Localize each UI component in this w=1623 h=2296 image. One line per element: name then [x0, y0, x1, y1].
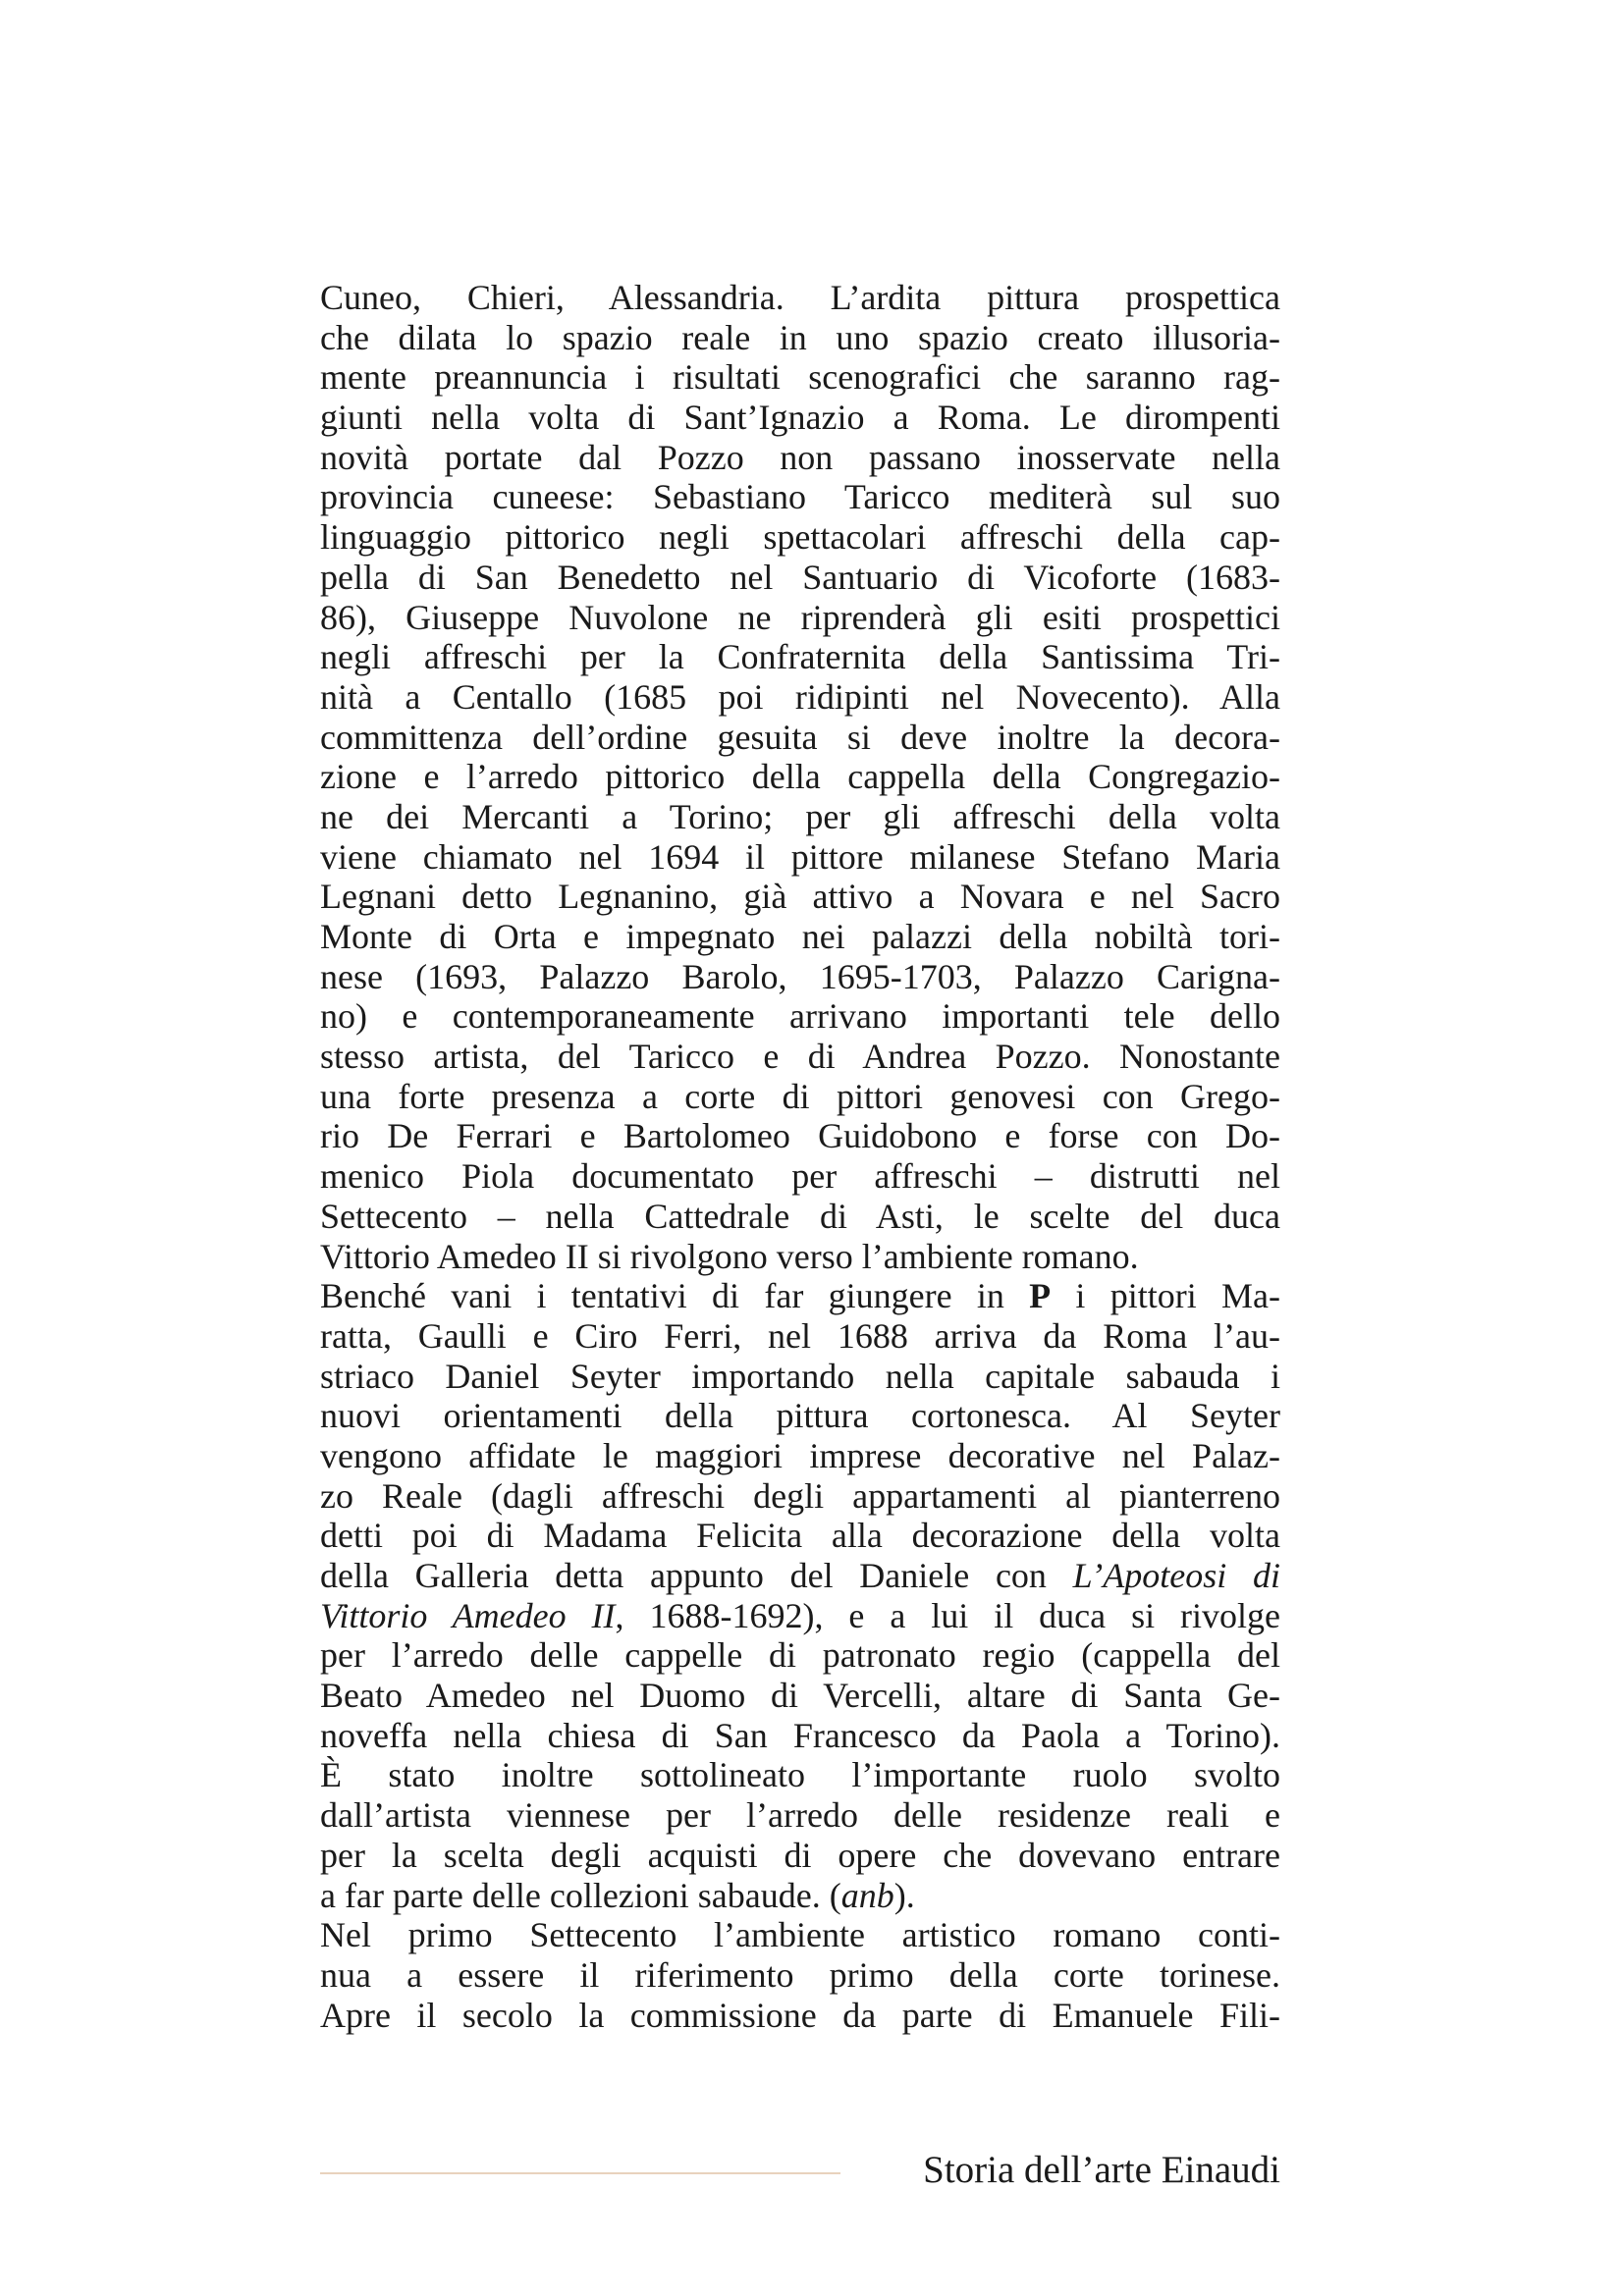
- page-footer: [320, 2147, 1280, 2196]
- text-run: della Galleria detta appunto del Daniele con: [320, 1556, 1073, 1595]
- text-line: È stato inoltre sottolineato l’importante ruolo svolto: [320, 1755, 1280, 1795]
- text-line: per la scelta degli acquisti di opere che dovevano entrare: [320, 1835, 1280, 1875]
- text-line: rio De Ferrari e Bartolomeo Guidobono e forse con Do-: [320, 1116, 1280, 1156]
- text-line: zione e l’arredo pittorico della cappella della Congregazio-: [320, 757, 1280, 797]
- text-line: menico Piola documentato per affreschi – distrutti nel: [320, 1156, 1280, 1197]
- text-run: i pittori Ma-: [1051, 1276, 1280, 1316]
- text-line: provincia cuneese: Sebastiano Taricco mediterà sul suo: [320, 477, 1280, 517]
- text-line: [320, 1276, 1280, 1316]
- text-line: noveffa nella chiesa di San Francesco da Paola a Torino).: [320, 1715, 1280, 1755]
- text-line: committenza dell’ordine gesuita si deve inoltre la decora-: [320, 717, 1280, 757]
- text-line: [320, 1556, 1280, 1596]
- text-run: Benché vani i tentativi di far giungere in: [320, 1276, 1030, 1316]
- bold-initial: P: [1029, 1276, 1052, 1316]
- text-line: Monte di Orta e impegnato nei palazzi della nobiltà tori-: [320, 917, 1280, 956]
- text-line: Cuneo, Chieri, Alessandria. L’ardita pittura prospettica: [320, 278, 1280, 317]
- text-line: nuovi orientamenti della pittura cortonesca. Al Seyter: [320, 1396, 1280, 1436]
- text-line: una forte presenza a corte di pittori genovesi con Grego-: [320, 1076, 1280, 1116]
- footer-divider: [320, 2172, 840, 2174]
- text-line: viene chiamato nel 1694 il pittore milanese Stefano Maria: [320, 836, 1280, 877]
- text-line: nese (1693, Palazzo Barolo, 1695-1703, Palazzo Carigna-: [320, 956, 1280, 996]
- text-line: che dilata lo spazio reale in uno spazio creato illusoria-: [320, 317, 1280, 357]
- text-line: Beato Amedeo nel Duomo di Vercelli, altare di Santa Ge-: [320, 1676, 1280, 1716]
- text-line: Apre il secolo la commissione da parte di Emanuele Fili-: [320, 1995, 1280, 2035]
- text-line: giunti nella volta di Sant’Ignazio a Roma. Le dirompenti: [320, 398, 1280, 438]
- footer-title: Storia dell’arte Einaudi: [923, 2149, 1280, 2191]
- text-line: nua a essere il riferimento primo della corte torinese.: [320, 1954, 1280, 1995]
- italic-title: Vittorio Amedeo II: [320, 1595, 616, 1635]
- text-line: 86), Giuseppe Nuvolone ne riprenderà gli esiti prospettici: [320, 597, 1280, 637]
- text-line: ratta, Gaulli e Ciro Ferri, nel 1688 arriva da Roma l’au-: [320, 1315, 1280, 1356]
- text-line: negli affreschi per la Confraternita della Santissima Tri-: [320, 637, 1280, 677]
- text-run: a far parte delle collezioni sabaude. (: [320, 1875, 841, 1915]
- text-line: [320, 1876, 1280, 1916]
- text-line: novità portate dal Pozzo non passano inosservate nella: [320, 437, 1280, 477]
- text-line: striaco Daniel Seyter importando nella capitale sabauda i: [320, 1356, 1280, 1396]
- text-line: mente preannuncia i risultati scenografici che saranno rag-: [320, 357, 1280, 398]
- text-line: per l’arredo delle cappelle di patronato regio (cappella del: [320, 1635, 1280, 1676]
- body-text: [320, 278, 1280, 2035]
- text-run: , 1688-1692), e a lui il duca si rivolge: [615, 1595, 1280, 1635]
- text-line: Settecento – nella Cattedrale di Asti, le scelte del duca: [320, 1196, 1280, 1236]
- text-line: nità a Centallo (1685 poi ridipinti nel Novecento). Alla: [320, 676, 1280, 717]
- text-line: stesso artista, del Taricco e di Andrea Pozzo. Nonostante: [320, 1037, 1280, 1077]
- author-initials: anb: [840, 1875, 894, 1915]
- text-line: Vittorio Amedeo II si rivolgono verso l’ambiente romano.: [320, 1236, 1139, 1276]
- text-line: dall’artista viennese per l’arredo delle residenze reali e: [320, 1795, 1280, 1836]
- text-line: ne dei Mercanti a Torino; per gli affreschi della volta: [320, 796, 1280, 836]
- text-line: vengono affidate le maggiori imprese decorative nel Palaz-: [320, 1435, 1280, 1475]
- text-run: ).: [893, 1875, 915, 1915]
- text-line: no) e contemporaneamente arrivano importanti tele dello: [320, 996, 1280, 1037]
- text-line: pella di San Benedetto nel Santuario di Vicoforte (1683-: [320, 557, 1280, 597]
- text-line: Legnani detto Legnanino, già attivo a Novara e nel Sacro: [320, 877, 1280, 917]
- text-line: detti poi di Madama Felicita alla decorazione della volta: [320, 1516, 1280, 1556]
- text-line: [320, 1596, 1280, 1636]
- text-line: Nel primo Settecento l’ambiente artistico romano conti-: [320, 1915, 1280, 1955]
- text-line: linguaggio pittorico negli spettacolari affreschi della cap-: [320, 517, 1280, 558]
- italic-title: L’Apoteosi di: [1072, 1556, 1280, 1595]
- text-line: zo Reale (dagli affreschi degli appartamenti al pianterreno: [320, 1475, 1280, 1516]
